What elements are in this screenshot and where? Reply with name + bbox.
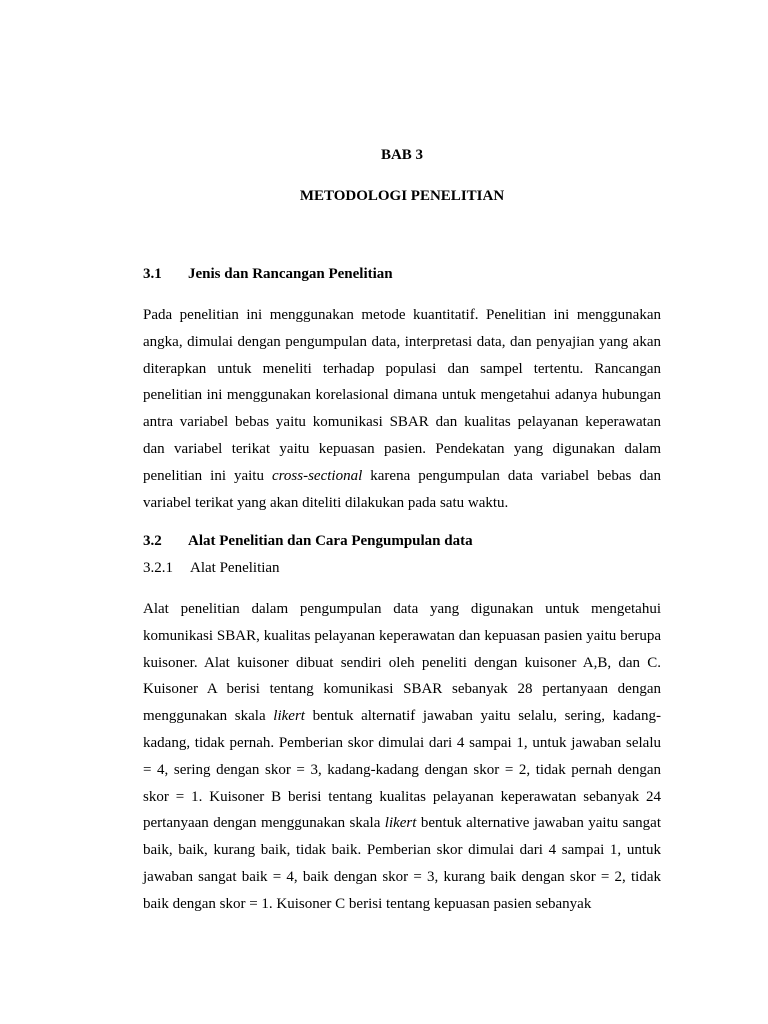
line-text: bentuk alternatif jawaban yaitu selalu, sering, kadang- bbox=[304, 708, 661, 725]
paragraph-line: komunikasi SBAR, kualitas pelayanan keperawatan dan kepuasan pasien yaitu berupa bbox=[143, 627, 661, 644]
paragraph-line: Pada penelitian ini menggunakan metode kuantitatif. Penelitian ini menggunakan bbox=[143, 307, 661, 323]
paragraph-line: diterapkan untuk meneliti terhadap populasi dan sampel tertentu. Rancangan bbox=[143, 360, 661, 377]
paragraph-line: skor = 1. Kuisoner B berisi tentang kualitas pelayanan keperawatan sebanyak 24 bbox=[143, 788, 661, 805]
paragraph-line: Kuisoner A berisi tentang komunikasi SBAR sebanyak 28 pertanyaan dengan bbox=[143, 681, 661, 698]
line-text: pertanyaan dengan menggunakan skala bbox=[143, 815, 385, 832]
line-text: menggunakan skala bbox=[143, 708, 274, 725]
paragraph-line: = 4, sering dengan skor = 3, kadang-kadang dengan skor = 2, tidak pernah dengan bbox=[143, 761, 661, 778]
paragraph-line: dan variabel terikat yaitu kepuasan pasien. Pendekatan yang digunakan dalam bbox=[143, 440, 661, 457]
paragraph-line: jawaban sangat baik = 4, baik dengan skor = 3, kurang baik dengan skor = 2, tidak bbox=[143, 868, 661, 885]
paragraph-3-2-1 bbox=[143, 596, 661, 918]
chapter-number: BAB 3 bbox=[380, 147, 424, 163]
section-title: Jenis dan Rancangan Penelitian bbox=[188, 266, 393, 282]
paragraph-line bbox=[143, 810, 661, 837]
italic-term: likert bbox=[384, 815, 417, 832]
section-number: 3.2 bbox=[143, 533, 162, 549]
paragraph-line: kadang, tidak pernah. Pemberian skor dimulai dari 4 sampai 1, untuk jawaban selalu bbox=[143, 734, 661, 751]
paragraph-line bbox=[143, 703, 661, 730]
paragraph-line: variabel terikat yang akan diteliti dilakukan pada satu waktu. bbox=[143, 494, 509, 511]
italic-term: cross-sectional bbox=[271, 467, 363, 484]
section-title: Alat Penelitian dan Cara Pengumpulan data bbox=[188, 533, 473, 549]
paragraph-line: antra variabel bebas yaitu komunikasi SBAR dan kualitas pelayanan keperawatan bbox=[143, 414, 661, 431]
paragraph-line: penelitian ini menggunakan korelasional dimana untuk mengetahui adanya hubungan bbox=[143, 387, 661, 404]
subsection-title: Alat Penelitian bbox=[190, 560, 280, 576]
section-heading-3-2 bbox=[143, 531, 473, 551]
section-number: 3.1 bbox=[143, 266, 162, 282]
chapter-title: METODOLOGI PENELITIAN bbox=[299, 188, 505, 204]
section-heading-3-1 bbox=[143, 264, 393, 284]
paragraph-line bbox=[143, 463, 661, 490]
paragraph-line: baik, baik, kurang baik, tidak baik. Pemberian skor dimulai dari 4 sampai 1, untuk bbox=[143, 842, 661, 859]
subsection-number: 3.2.1 bbox=[143, 560, 173, 576]
line-text: karena pengumpulan data variabel bebas dan bbox=[362, 467, 661, 484]
paragraph-line: Alat penelitian dalam pengumpulan data yang digunakan untuk mengetahui bbox=[143, 601, 661, 617]
paragraph-line: angka, dimulai dengan pengumpulan data, interpretasi data, dan penyajian yang akan bbox=[143, 333, 661, 350]
line-text: penelitian ini yaitu bbox=[143, 467, 272, 484]
italic-term: likert bbox=[273, 708, 305, 725]
paragraph-3-1 bbox=[143, 302, 661, 516]
paragraph-line: baik dengan skor = 1. Kuisoner C berisi tentang kepuasan pasien sebanyak bbox=[143, 895, 592, 912]
paragraph-line: kuisoner. Alat kuisoner dibuat sendiri oleh peneliti dengan kuisoner A,B, dan C. bbox=[143, 654, 661, 671]
subsection-heading-3-2-1 bbox=[143, 558, 280, 578]
line-text: bentuk alternative jawaban yaitu sangat bbox=[416, 815, 661, 832]
